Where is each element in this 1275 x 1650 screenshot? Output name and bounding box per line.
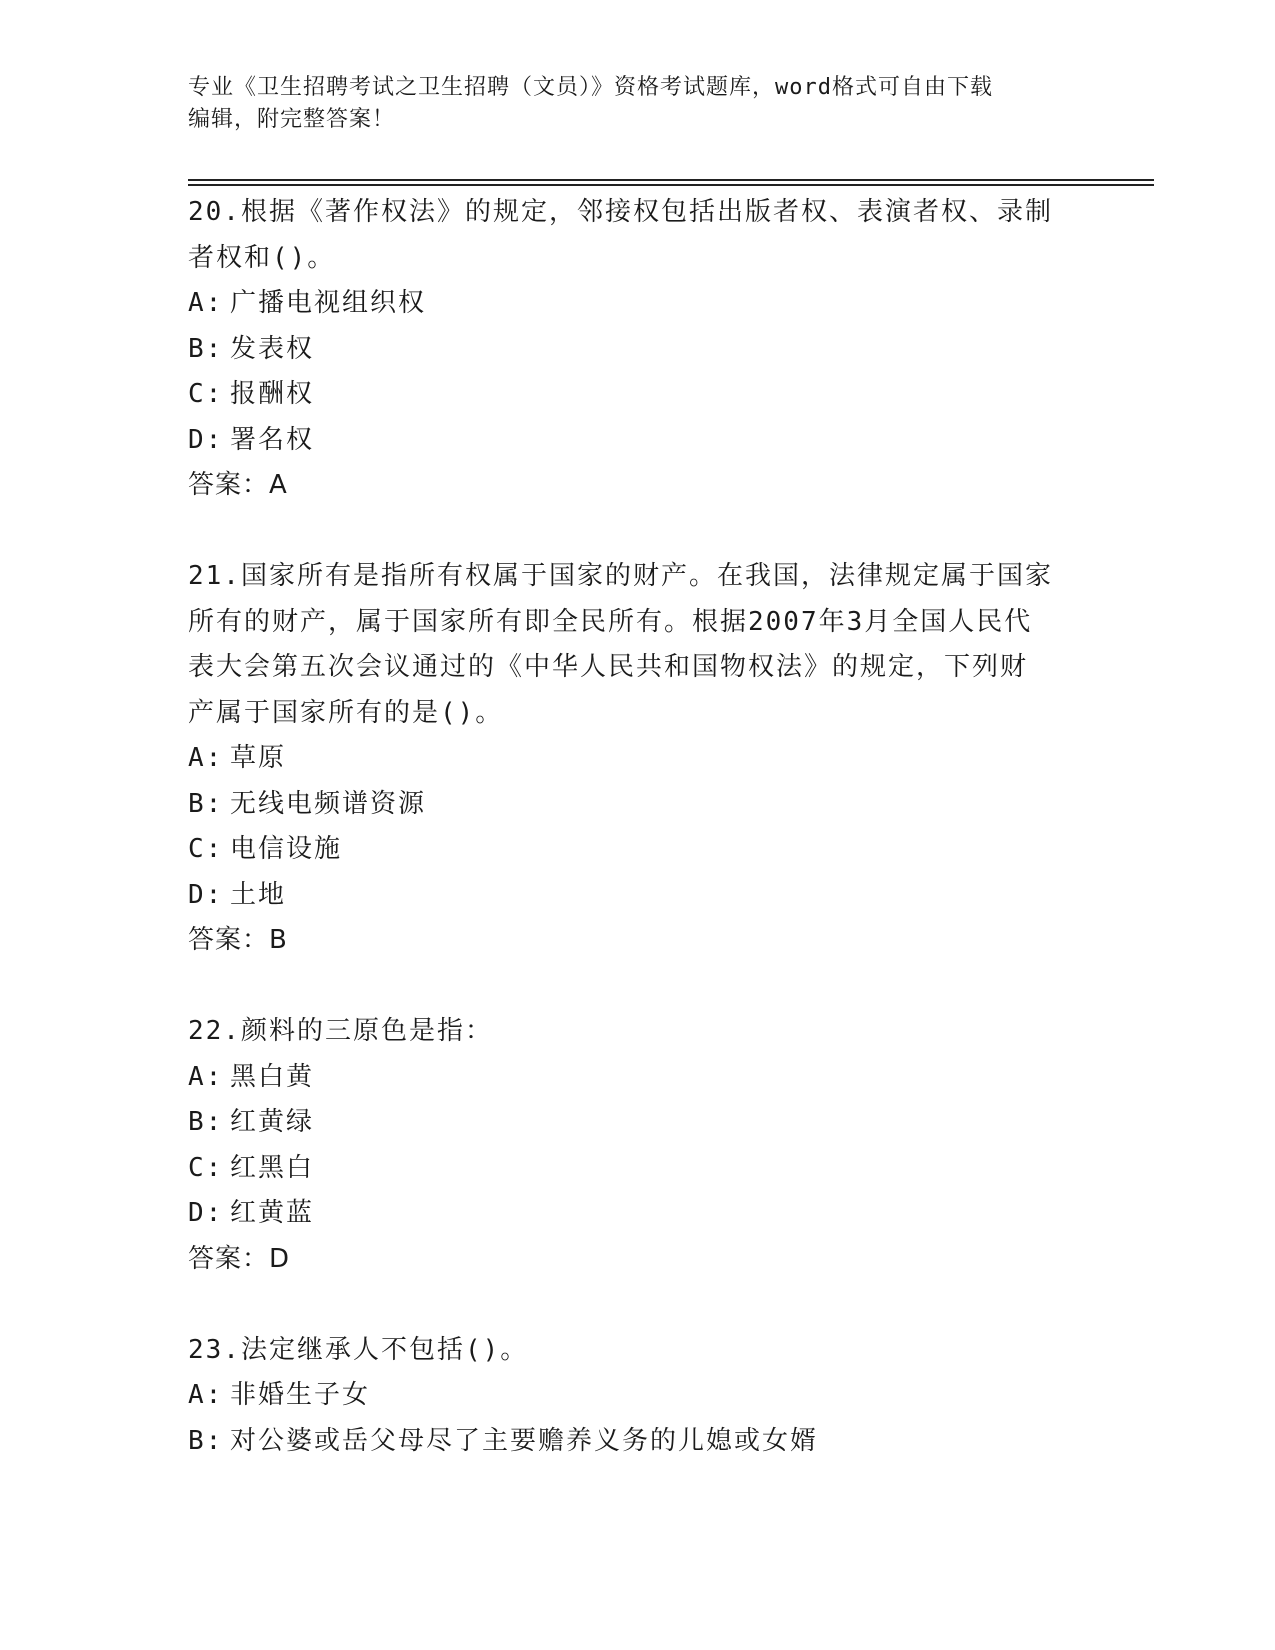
- option-letter: D:: [188, 1198, 224, 1228]
- header-line-2: 编辑，附完整答案！: [188, 107, 396, 132]
- answer-line: 答案：B: [188, 925, 288, 955]
- option-text: 草原: [230, 743, 287, 773]
- option-text: 红黄绿: [230, 1107, 315, 1137]
- option-c: [188, 827, 1088, 873]
- question-text: 表大会第五次会议通过的《中华人民共和国物权法》的规定，下列财: [188, 652, 1029, 682]
- option-text: 报酬权: [230, 379, 315, 409]
- answer-line: 答案：A: [188, 470, 288, 500]
- option-a: [188, 1055, 1088, 1101]
- answer-line: 答案：D: [188, 1243, 291, 1274]
- option-text: 署名权: [230, 424, 315, 455]
- option-letter: A:: [188, 288, 224, 318]
- option-d: [188, 418, 1088, 464]
- option-b: [188, 327, 1088, 373]
- option-text: 红黄蓝: [230, 1198, 315, 1228]
- option-letter: B:: [188, 1107, 224, 1137]
- option-d: [188, 873, 1088, 919]
- option-text: 土地: [230, 879, 287, 910]
- question-23: [188, 1328, 1088, 1465]
- option-b: [188, 1419, 1088, 1465]
- header-divider-top: [188, 179, 1154, 181]
- option-text: 发表权: [230, 333, 315, 364]
- option-text: 无线电频谱资源: [230, 788, 427, 819]
- option-letter: D:: [188, 879, 224, 910]
- option-letter: B:: [188, 1425, 224, 1456]
- document-header: [188, 72, 1068, 136]
- option-letter: B:: [188, 333, 224, 364]
- option-text: 电信设施: [230, 834, 343, 864]
- question-21: [188, 554, 1088, 964]
- option-letter: A:: [188, 1380, 224, 1410]
- option-letter: C:: [188, 379, 224, 409]
- option-letter: A:: [188, 743, 224, 773]
- question-20: [188, 190, 1088, 509]
- option-b: [188, 782, 1088, 828]
- question-text: 21.国家所有是指所有权属于国家的财产。在我国，法律规定属于国家: [188, 561, 1053, 591]
- header-divider-bottom: [188, 184, 1154, 186]
- option-letter: C:: [188, 834, 224, 864]
- option-text: 广播电视组织权: [230, 288, 427, 318]
- question-text: 者权和()。: [188, 242, 336, 273]
- option-b: [188, 1100, 1088, 1146]
- header-line-1: 专业《卫生招聘考试之卫生招聘（文员）》资格考试题库，word格式可自由下载: [188, 75, 993, 100]
- option-c: [188, 1146, 1088, 1192]
- option-text: 黑白黄: [230, 1061, 315, 1092]
- option-letter: A:: [188, 1061, 224, 1092]
- question-text: 22.颜料的三原色是指：: [188, 1016, 493, 1046]
- question-text: 20.根据《著作权法》的规定，邻接权包括出版者权、表演者权、录制: [188, 197, 1053, 227]
- question-list: [188, 190, 1088, 1464]
- option-a: [188, 736, 1088, 782]
- question-text: 23.法定继承人不包括()。: [188, 1334, 529, 1365]
- option-text: 红黑白: [230, 1152, 315, 1183]
- option-a: [188, 281, 1088, 327]
- option-c: [188, 372, 1088, 418]
- spacer: [188, 509, 1088, 555]
- option-a: [188, 1373, 1088, 1419]
- option-letter: B:: [188, 788, 224, 819]
- option-d: [188, 1191, 1088, 1237]
- option-letter: C:: [188, 1152, 224, 1183]
- option-text: 对公婆或岳父母尽了主要赡养义务的儿媳或女婿: [230, 1425, 819, 1456]
- spacer: [188, 1282, 1088, 1328]
- question-text: 产属于国家所有的是()。: [188, 697, 504, 728]
- option-letter: D:: [188, 424, 224, 455]
- question-22: [188, 1009, 1088, 1282]
- option-text: 非婚生子女: [230, 1380, 371, 1410]
- question-text: 所有的财产，属于国家所有即全民所有。根据2007年3月全国人民代: [188, 606, 1033, 637]
- spacer: [188, 964, 1088, 1010]
